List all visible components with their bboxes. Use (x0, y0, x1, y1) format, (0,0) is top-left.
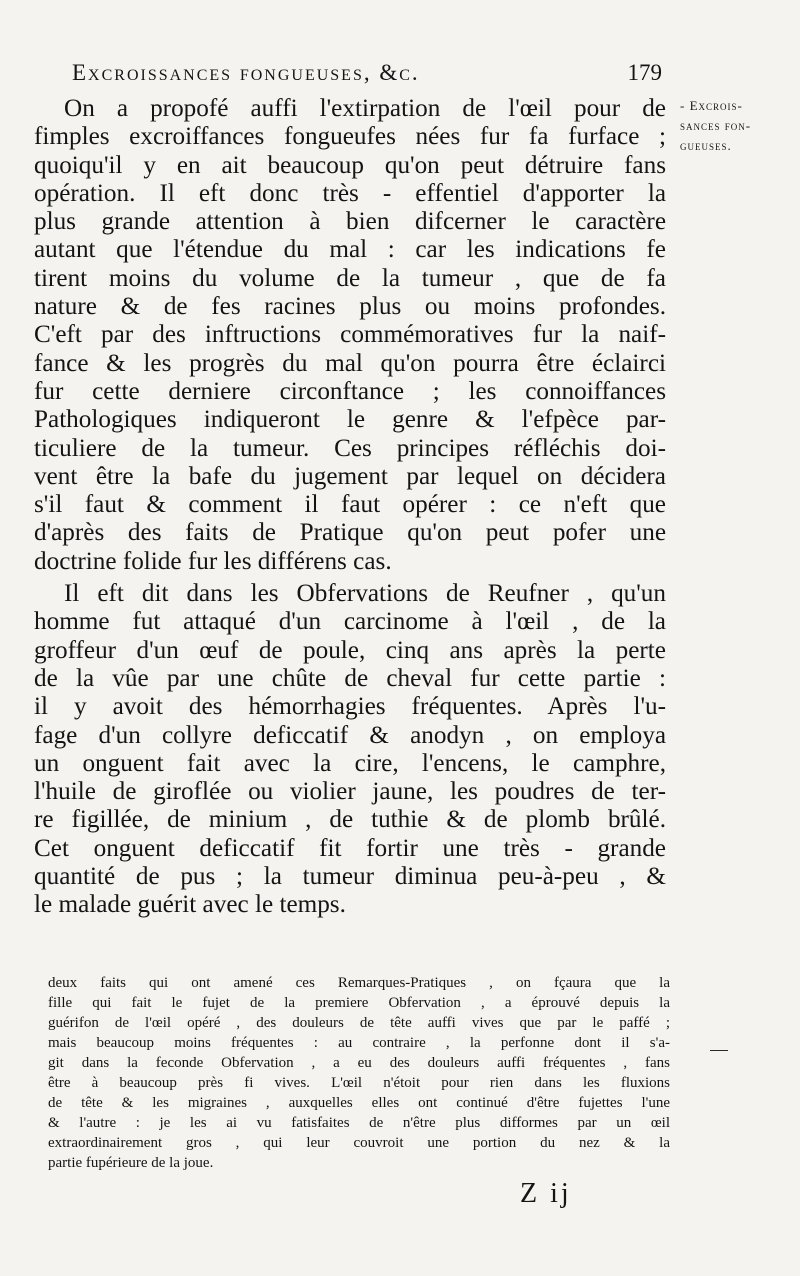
text-line: On a propofé auffi l'extirpation de l'œil pour de (64, 95, 666, 122)
footnote-line: partie fupérieure de la joue. (48, 1155, 214, 1171)
text-line: re figillée, de minium , de tuthie & de plomb brûlé. (34, 806, 666, 834)
text-line: ticuliere de la tumeur. Ces principes réfléchis doi- (34, 434, 666, 462)
text-line: il y avoit des hémorrhagies fréquentes. Après l'u- (34, 693, 666, 721)
margin-note-line: - Excrois- (680, 98, 743, 113)
text-line: l'huile de giroflée ou violier jaune, les poudres de ter- (34, 778, 666, 806)
main-text (34, 95, 666, 920)
text-line: doctrine folide fur les différens cas. (34, 547, 392, 575)
text-line: Pathologiques indiqueront le genre & l'efpèce par- (34, 406, 666, 434)
text-line: C'eft par des inftructions commémoratives fur la naif- (34, 321, 666, 349)
text-line: fance & les progrès du mal qu'on pourra être éclairci (34, 349, 666, 377)
running-head-title: Excroissances fongueuses, &c. (72, 60, 420, 85)
footnote-line: git dans la feconde Obfervation , a eu des douleurs auffi fréquentes , fans (48, 1055, 670, 1071)
margin-note (680, 96, 795, 156)
text-line: vent être la bafe du jugement par lequel on décidera (34, 462, 666, 490)
page-number: 179 (627, 60, 662, 85)
text-line: quoiqu'il y en ait beaucoup qu'on peut détruire fans (34, 151, 666, 179)
text-line: nature & de fes racines plus ou moins profondes. (34, 293, 666, 321)
text-line: groffeur d'un œuf de poule, cinq ans après la perte (34, 636, 666, 664)
text-line: d'après des faits de Pratique qu'on peut pofer une (34, 519, 666, 547)
footnote-line: mais beaucoup moins fréquentes : au contraire , la perfonne dont il s'a- (48, 1035, 670, 1051)
text-line: Cet onguent deficcatif fit fortir une très - grande (34, 834, 666, 862)
signature-mark: Z ij (520, 1178, 572, 1209)
text-line: le malade guérit avec le temps. (34, 891, 346, 919)
text-line: plus grande attention à bien difcerner le caractère (34, 208, 666, 236)
footnote-line: deux faits qui ont amené ces Remarques-Pratiques , on fçaura que la (48, 975, 670, 991)
text-line: tirent moins du volume de la tumeur , que de fa (34, 264, 666, 292)
text-line: fur cette derniere circonftance ; les connoiffances (34, 377, 666, 405)
text-line: Il eft dit dans les Obfervations de Reufner , qu'un (64, 580, 666, 608)
footnote-line: fille qui fait le fujet de la premiere Obfervation , a éprouvé depuis la (48, 995, 670, 1011)
footnote-line: extraordinairement gros , qui leur couvroit une portion du nez & la (48, 1135, 670, 1151)
text-line: autant que l'étendue du mal : car les indications fe (34, 236, 666, 264)
paragraph-1 (34, 95, 666, 576)
text-line: fage d'un collyre deficcatif & anodyn , on employa (34, 721, 666, 749)
text-line: un onguent fait avec la cire, l'encens, le camphre, (34, 749, 666, 777)
text-line: opération. Il eft donc très - effentiel d'apporter la (34, 179, 666, 207)
text-line: s'il faut & comment il faut opérer : ce n'eft que (34, 491, 666, 519)
text-line: de la vûe par une chûte de cheval fur cette partie : (34, 664, 666, 692)
text-line: homme fut attaqué d'un carcinome à l'œil , de la (34, 608, 666, 636)
margin-note-line: gueuses. (680, 138, 732, 153)
text-line: fimples excroiffances fongueufes nées fur fa furface ; (34, 123, 666, 151)
text-line: quantité de pus ; la tumeur diminua peu-à-peu , & (34, 863, 666, 891)
margin-note-line: sances fon- (680, 118, 752, 133)
footnote (48, 973, 670, 1173)
footnote-line: être à beaucoup près fi vives. L'œil n'étoit pour rien dans les fluxions (48, 1075, 670, 1091)
footnote-line: de tête & les migraines , auxquelles elles ont continué d'être fujettes l'une (48, 1095, 670, 1111)
margin-dash (710, 1050, 728, 1051)
footnote-line: & l'autre : je les ai vu fatisfaites de n'être plus difformes par un œil (48, 1115, 670, 1131)
paragraph-2 (34, 580, 666, 920)
running-head (72, 60, 662, 86)
footnote-line: guérifon de l'œil opéré , des douleurs de tête auffi vives que par le paffé ; (48, 1015, 670, 1031)
